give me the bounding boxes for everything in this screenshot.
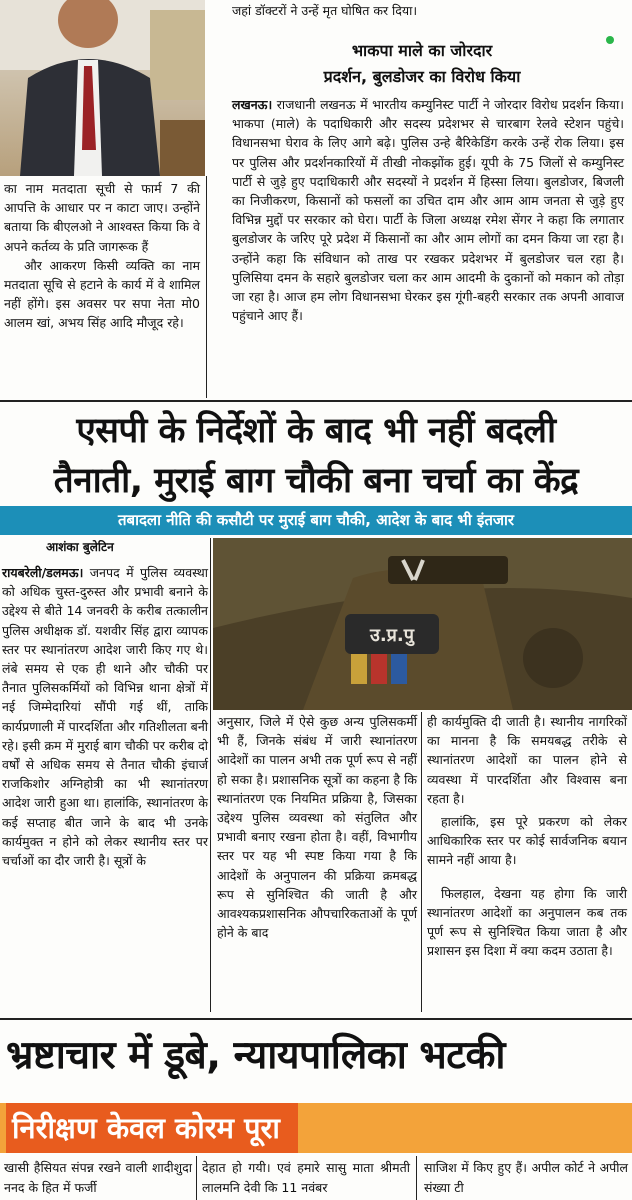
- byline: आशंका बुलेटिन: [46, 540, 114, 554]
- story-headline: [232, 38, 612, 90]
- bottom-col-1: खासी हैसियत संपन्न रखने वाली शादीशुदा ननद के हित में फर्जी: [4, 1160, 192, 1195]
- story-body: [232, 95, 624, 325]
- column-divider-3: [421, 712, 422, 1012]
- main-col-1: [2, 563, 208, 870]
- bottom-col-3: साजिश में किए हुए हैं। अपील कोर्ट ने अपील संख्या टी: [424, 1160, 628, 1195]
- badge-text: उ.प्र.पु: [369, 625, 415, 646]
- main-headline: [0, 406, 632, 506]
- main-dateline: रायबरेली/डलमऊ।: [2, 565, 84, 580]
- main-col-2: अनुसार, जिले में ऐसे कुछ अन्य पुलिसकर्मी भी हैं, जिनके संबंध में जारी स्थानांतरण आदेशों का पालन अभी तक पूर्ण रूप से नहीं हो सका है। प्रशासनिक सूत्रों का कहना है कि स्थानांतरण एक नियमित प्रक्रिया है, जिसका उद्देश्य पुलिस व्यवस्था को संतुलित और प्रभावी बनाए रखना होता है। वहीं, विभागीय स्तर पर यह भी स्पष्ट किया गया है कि आदेशों के अनुपालन की प्रक्रिया क्रमबद्ध रूप से सुनिश्चित की जाती है और आवश्यकप्रशासनिक औपचारिकताओं के पूर्ण होने के बाद: [217, 714, 417, 941]
- photo-speaker: [0, 0, 205, 176]
- prev-story-tail: जहां डॉक्टरों ने उन्हें मृत घोषित कर दिया।: [232, 3, 418, 18]
- main-headline-line-2: तैनाती, मुराई बाग चौकी बना चर्चा का केंद्र: [53, 461, 579, 501]
- story-dateline: लखनऊ।: [232, 97, 273, 112]
- police-shoulder-icon: [213, 538, 632, 710]
- left-column-story: [4, 179, 200, 333]
- section-divider-2: [0, 1018, 632, 1020]
- story-headline-line-1: भाकपा माले का जोरदार: [351, 41, 493, 60]
- main-col-3-para-3: फिलहाल, देखना यह होगा कि जारी स्थानांतरण आदेशों का अनुपालन कब तक पूर्ण रूप से सुनिश्चित किया जाता है और प्रशासन इस दिशा में क्या कदम उठाता है।: [427, 885, 627, 959]
- main-col-3-para-2: हालांकि, इस पूरे प्रकरण को लेकर आधिकारिक स्तर पर कोई सार्वजनिक बयान सामने नहीं आया है।: [427, 814, 627, 868]
- left-col-para-2: और आकरण किसी व्यक्ति का नाम मतदाता सूचि से हटाने के कार्य में वे शामिल नहीं होंगे। इस अवसर पर सपा नेता मो0 आलम खां, अभय सिंह आदि मौजूद रहे।: [4, 257, 200, 331]
- main-col-1-text: जनपद में पुलिस व्यवस्था को अधिक चुस्त-दुरुस्त और प्रभावी बनाने के उद्देश्य से बीते 14 जनवरी के करीब तत्कालीन पुलिस अधीक्षक डॉ. यशवीर सिंह द्वारा व्यापक स्तर पर स्थानांतरण आदेश जारी किए गए थे। लंबे समय से एक ही थाने और चौकी पर तैनात पुलिसकर्मियों को विभिन्न थाना क्षेत्रों में नई जिम्मेदारियां सौंपी गई थीं, ताकि कार्यप्रणाली में पारदर्शिता और गतिशीलता बनी रहे। इसी क्रम में मुराई बाग चौकी पर करीब दो वर्षों से अधिक समय से तैनात चौकी इंचार्ज राजकिशोर अग्निहोत्री का भी स्थानांतरण आदेश जारी हुआ था। हालांकि, स्थानांतरण के कई सप्ताह बीत जाने के बाद भी उनके कार्यमुक्त न होने को लेकर स्थानीय स्तर पर चर्चाओं का दौर जारी है। सूत्रों के: [2, 565, 208, 869]
- bottom-subhead: निरीक्षण केवल कोरम पूरा: [6, 1103, 298, 1153]
- main-col-3-para-1: ही कार्यमुक्ति दी जाती है। स्थानीय नागरिकों का मानना है कि समयबद्ध तरीके से स्थानांतरण आदेशों का पालन होने से व्यवस्था में पारदर्शिता और विश्वास बना रहता है।: [427, 714, 627, 806]
- bottom-headline: भ्रष्टाचार में डूबे, न्यायपालिका भटकी: [6, 1033, 506, 1078]
- left-col-para-1: का नाम मतदाता सूची से फार्म 7 की आपत्ति के आधार पर न काटा जाए। उन्होंने बताया कि बीएलओ ने आश्वस्त किया कि वे अपने कर्तव्य के प्रति जागरूक हैं: [4, 181, 200, 254]
- story-headline-line-2: प्रदर्शन, बुलडोजर का विरोध किया: [323, 67, 521, 86]
- story-body-text: राजधानी लखनऊ में भारतीय कम्युनिस्ट पार्टी ने जोरदार विरोध प्रदर्शन किया। भाकपा (माले) के पदाधिकारी और सदस्य प्रदेशभर से चारबाग रेलवे स्टेशन पहुंचे। विधानसभा घेराव के लिए आगे बढ़े। पुलिस उन्हे बैरिकेडिंग करके उन्हें रोक लिया। इस पर पुलिस और प्रदर्शनकारियों में तीखी नोकझोंक हुई। यूपी के 75 जिलों से कम्युनिस्ट पार्टी से जुड़े हुए पदाधिकारी और सदस्यों ने प्रदर्शन में हिस्सा लिया। बुलडोजर, बिजली का निजीकरण, किसानों को फसलों का उचित दाम और आम आम जनता से जुड़े हुए विभिन्न मुद्दों पर सरकार को घेरा। पार्टी के जिला अध्यक्ष रमेश सेंगर ने कहा कि लगातार बुलडोजर के जरिए पूरे प्रदेश में किसानों का और आम लोगों का दमन किया जा रहा है। उन्होंने कहा कि संविधान को ताख पर रखकर प्रदेशभर में बुलडोजर चल रहा है। पुलिसिया दमन के सहारे बुलडोजर चला कर आम आदमी के दुकानों को मकान को तोड़ा जा रहा है। आज हम लोग विधानसभा घेरकर इस गूंगी-बहरी सरकार तक अपनी आवाज पहुंचाने आए हैं।: [232, 97, 624, 324]
- column-divider-5: [416, 1156, 417, 1200]
- photo-police-uniform: [213, 538, 632, 710]
- column-divider: [206, 176, 207, 398]
- bottom-subhead-bar: [0, 1103, 632, 1153]
- column-divider-4: [196, 1156, 197, 1200]
- main-headline-line-1: एसपी के निर्देशों के बाद भी नहीं बदली: [76, 411, 556, 451]
- bottom-col-2: देहात हो गयी। एवं हमारे सासु माता श्रीमती लालमनि देवी कि 11 नवंबर: [202, 1160, 410, 1195]
- column-divider-2: [210, 538, 211, 1012]
- person-photo-icon: [0, 0, 205, 176]
- strap-line: तबादला नीति की कसौटी पर मुराई बाग चौकी, आदेश के बाद भी इंतजार: [0, 506, 632, 535]
- section-divider: [0, 400, 632, 402]
- main-col-3: [427, 712, 627, 960]
